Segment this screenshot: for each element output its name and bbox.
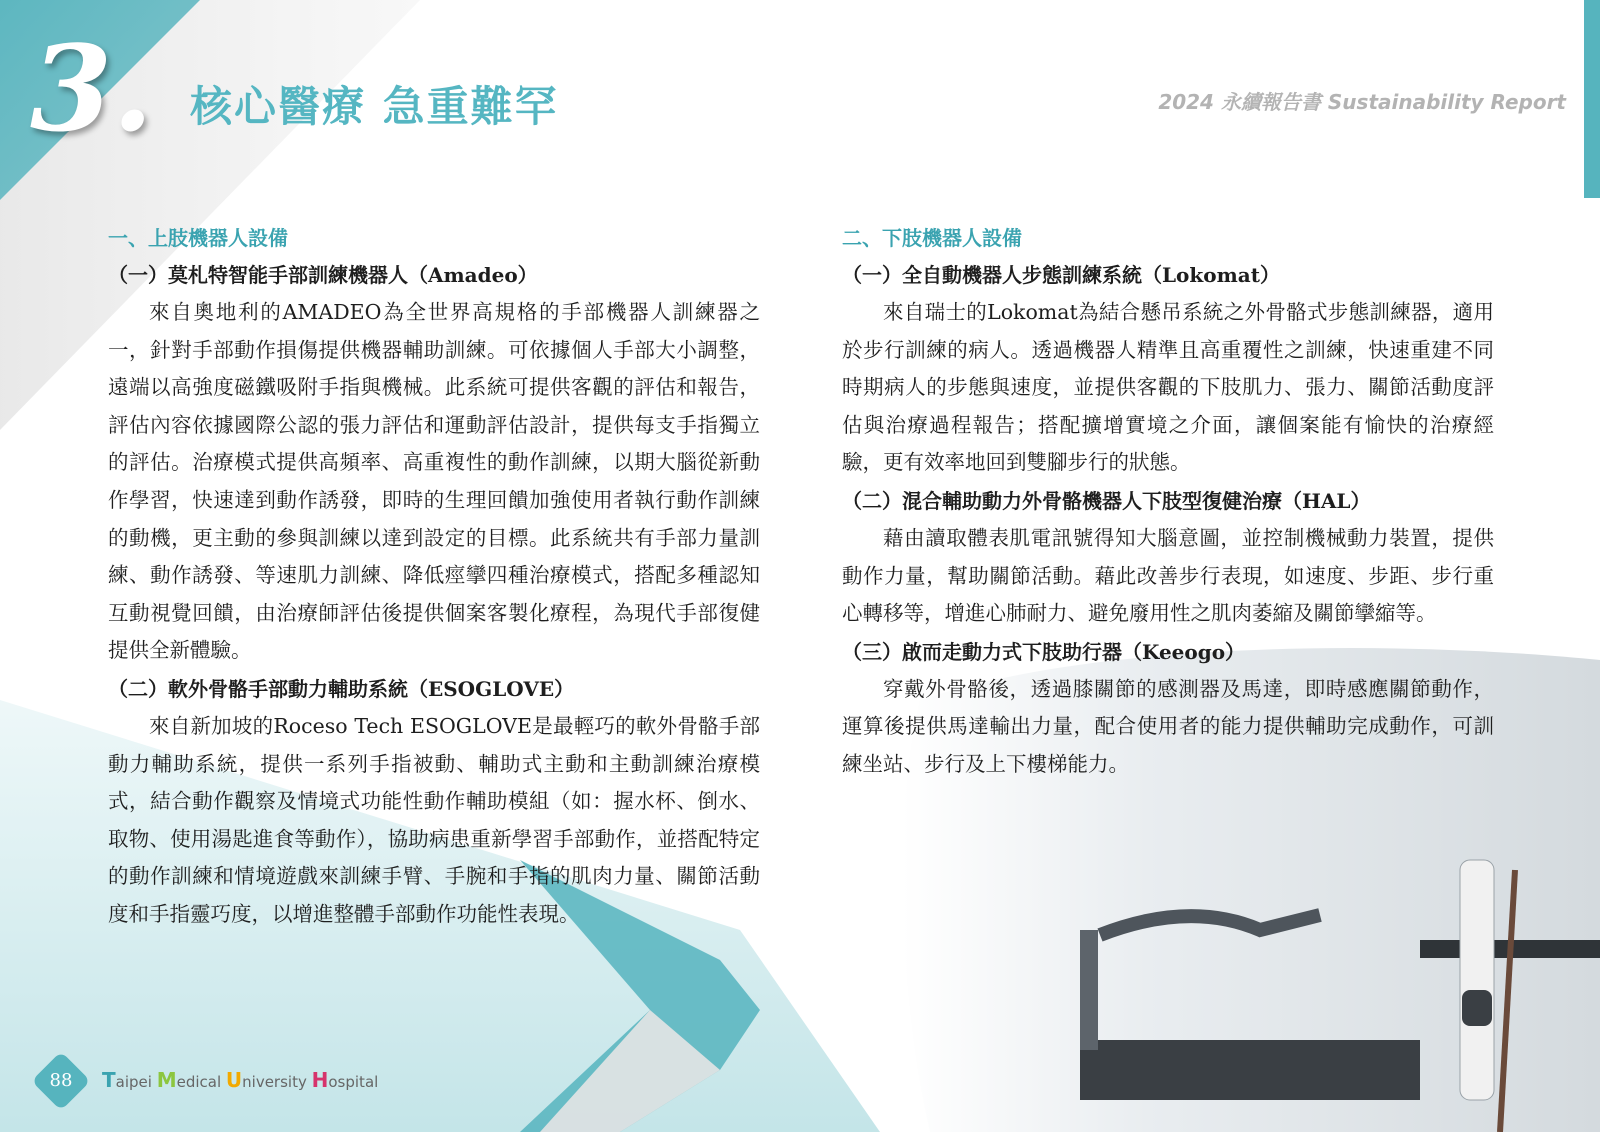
hospital-word-rest-2: edical (176, 1073, 226, 1091)
item-body-amadeo: 來自奧地利的AMADEO為全世界高規格的手部機器人訓練器之一，針對手部動作損傷提供機器輔助訓練。可依據個人手部大小調整，遠端以高強度磁鐵吸附手指與機械。此系統可提供客觀的評估和報告，評估內容依據國際公認的張力評估和運動評估設計，提供每支手指獨立的評估。治療模式提供高頻率、高重複性的動作訓練，以期大腦從新動作學習，快速達到動作誘發，即時的生理回饋加強使用者執行動作訓練的動機，更主動的參與訓練以達到設定的目標。此系統共有手部力量訓練、動作誘發、等速肌力訓練、降低痙攣四種治療模式，搭配多種認知互動視覺回饋，由治療師評估後提供個案客製化療程，為現代手部復健提供全新體驗。 (108, 300, 760, 663)
item-heading-lokomat: （一）全自動機器人步態訓練系統（Lokomat） (842, 263, 1280, 287)
edge-accent-bar (1584, 0, 1600, 198)
section-heading-upper-limb: 一、上肢機器人設備 (108, 226, 288, 250)
exoskeleton-knee (1462, 990, 1492, 1026)
item-body-lokomat: 來自瑞士的Lokomat為結合懸吊系統之外骨骼式步態訓練器，適用於步行訓練的病人。透過機器人精準且高重覆性之訓練，快速重建不同時期病人的步態與速度，並提供客觀的下肢肌力、張力、關節活動度評估與治療過程報告；搭配擴增實境之介面，讓個案能有愉快的治療經驗，更有效率地回到雙腳步行的狀態。 (842, 300, 1494, 475)
treadmill-deck (1080, 1040, 1420, 1100)
hospital-logo-text (102, 1068, 378, 1092)
hospital-word-rest-1: aipei (115, 1073, 157, 1091)
hospital-word-rest-3: niversity (242, 1073, 312, 1091)
report-title: 2024 永續報告書 Sustainability Report (1158, 90, 1566, 114)
item-heading-keeogo: （三）啟而走動力式下肢助行器（Keeogo） (842, 639, 1246, 664)
treadmill-frame (1080, 930, 1098, 1050)
hospital-letter-h: H (311, 1068, 329, 1092)
hospital-word-rest-4: ospital (328, 1073, 379, 1091)
chapter-title: 核心醫療 急重難罕 (190, 82, 559, 131)
chapter-number: 3. (30, 19, 154, 158)
hospital-letter-t: T (102, 1068, 116, 1092)
item-heading-amadeo: （一）莫札特智能手部訓練機器人（Amadeo） (108, 263, 538, 287)
page-number: 88 (49, 1070, 73, 1091)
item-heading-hal: （二）混合輔助動力外骨骼機器人下肢型復健治療（HAL） (842, 488, 1371, 513)
item-heading-esoglove: （二）軟外骨骼手部動力輔助系統（ESOGLOVE） (108, 676, 575, 701)
right-column (842, 220, 1494, 784)
section-heading-lower-limb: 二、下肢機器人設備 (842, 226, 1022, 250)
exoskeleton-leg (1460, 860, 1494, 1100)
item-body-hal: 藉由讀取體表肌電訊號得知大腦意圖，並控制機械動力裝置，提供動作力量，幫助關節活動。藉此改善步行表現，如速度、步距、步行重心轉移等，增進心肺耐力、避免廢用性之肌肉萎縮及關節攣縮等。 (842, 525, 1494, 626)
item-body-keeogo: 穿戴外骨骼後，透過膝關節的感測器及馬達，即時感應關節動作，運算後提供馬達輸出力量，配合使用者的能力提供輔助完成動作，可訓練坐站、步行及上下樓梯能力。 (842, 676, 1494, 776)
hospital-letter-m: M (156, 1068, 177, 1092)
left-column (108, 220, 760, 934)
item-body-esoglove: 來自新加坡的Roceso Tech ESOGLOVE是最輕巧的軟外骨骼手部動力輔助系統，提供一系列手指被動、輔助式主動和主動訓練治療模式，結合動作觀察及情境式功能性動作輔助模組（如：握水杯、倒水、取物、使用湯匙進食等動作），協助病患重新學習手部動作，並搭配特定的動作訓練和情境遊戲來訓練手臂、手腕和手指的肌肉力量、關節活動度和手指靈巧度，以增進整體手部動作功能性表現。 (108, 713, 760, 926)
hospital-letter-u: U (225, 1068, 243, 1092)
